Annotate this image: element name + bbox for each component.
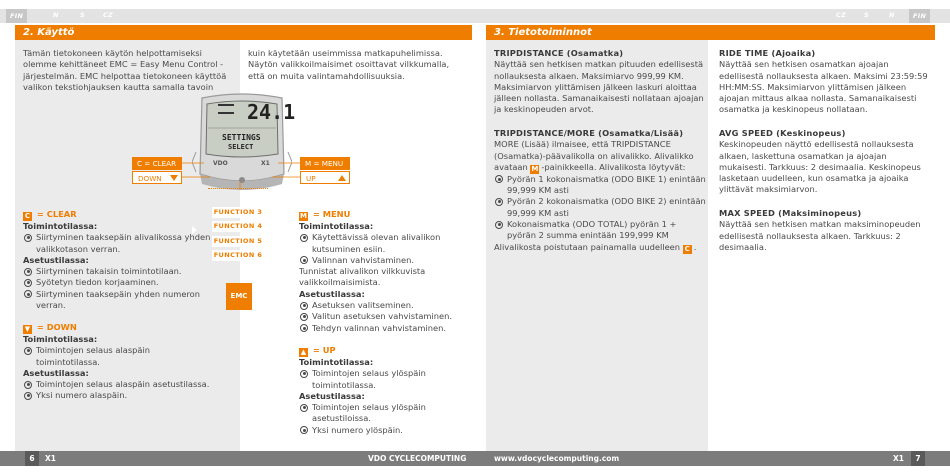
bullet-icon [300,404,308,412]
function-divider [208,188,268,196]
clear-func-title: Toimintotilassa: [23,221,98,231]
bullet-icon [24,392,32,400]
bullet-icon [300,234,308,242]
footer-model-left: X1 [45,454,57,463]
maxspeed-section [719,208,934,253]
up-set-item: Toimintojen selaus ylöspäin asetustiloissa. [299,402,479,425]
down-func-item: Toimintojen selaus alaspäin toimintotilassa. [23,345,213,368]
tripdistance-title: TRIPDISTANCE (Osamatka) [494,48,624,58]
up-key-icon: ▲ [300,348,307,356]
lang-cz-right: CZ [836,11,847,19]
bullet-icon [24,347,32,355]
language-bar [0,9,950,23]
device-display-line2: SELECT [228,143,254,151]
tripdistance-section [494,48,706,116]
bullet-icon [300,426,308,434]
c-key-icon: C [684,244,690,253]
ridetime-section [719,48,934,116]
device-model: X1 [261,160,270,167]
label-function-4: FUNCTION 4 [213,222,263,230]
label-c-clear: C = CLEAR [132,157,182,170]
clear-func-item: Siirtyminen taaksepäin alivalikossa yhden valikkotason verran. [23,232,213,255]
clear-set-item: Syötetyn tiedon korjaaminen. [23,277,213,288]
label-function-6: FUNCTION 6 [213,251,263,259]
clear-title: = CLEAR [34,209,77,219]
tripmore-title: TRIPDISTANCE/MORE (Osamatka/Lisää) [494,128,684,138]
connector-lines [182,160,302,190]
menu-func-item: Käytettävissä olevan alivalikon kutsuminen esiin. [299,232,479,255]
up-func-title: Toimintotilassa: [299,357,374,367]
device-display-line1: SETTINGS [222,133,261,142]
tripmore-exit-text: Alivalikosta poistutaan painamalla uudelleen C . [494,241,697,253]
menu-set-item: Tehdyn valinnan vahvistaminen. [299,323,479,334]
down-set-item: Toimintojen selaus alaspäin asetustilassa. [23,379,213,390]
down-arrow-icon [170,175,178,181]
menu-set-title: Asetustilassa: [299,288,365,299]
avgspeed-text: Keskinopeuden näyttö edellisestä nollauksesta alkaen, laskettuna osamatkan ja ajoajan mukaisesti. Tarkkuus: 2 desimaalia. Keskinopeus lasketaan uudelleen, kun osamatka ja ajoaika ylittävät maksimiarvon. [719,139,921,195]
maxspeed-title: MAX SPEED (Maksiminopeus) [719,208,862,218]
bullet-icon [300,256,308,264]
ridetime-text: Näyttää sen hetkisen osamatkan ajoajan edellisestä nollauksesta alkaen. Maksimi 23:59:59 HH:MM:SS. Maksimiarvon ylittämisen jälkeen ajoajan mittaus alkaa nollasta. Samanaikaisesti osamatka ja keskinopeus nollataan. [719,59,928,115]
clear-block [23,209,213,311]
bullet-icon [495,175,503,183]
bullet-icon [24,268,32,276]
menu-title: = MENU [310,209,351,219]
device-display-segments [218,104,234,114]
label-down-text: DOWN [138,174,162,183]
clear-set-title: Asetustilassa: [23,254,89,265]
tripmore-item: Kokonaismatka (ODO TOTAL) pyörän 1 + pyörän 2 summa enintään 199,999 KM [494,219,706,242]
up-func-item: Toimintojen selaus ylöspäin toimintotilassa. [299,368,479,391]
section-title-right: 3. Tietotoiminnot [486,25,935,40]
c-key-icon: C [24,212,31,220]
bullet-icon [24,234,32,242]
up-block [299,345,479,436]
bullet-icon [495,221,503,229]
lang-n-left: N [53,11,59,19]
clear-set-item: Siirtyminen taaksepäin yhden numeron verran. [23,289,213,312]
lang-s-right: S [864,11,869,19]
bullet-icon [300,324,308,332]
bullet-icon [300,302,308,310]
up-title: = UP [310,345,336,355]
tripdistance-text: Näyttää sen hetkisen matkan pituuden edellisestä nollauksesta alkaen. Maksimiarvo 999,99 KM. Maksimiarvon ylittämisen jälkeen laskuri aloittaa jälleen nollasta. Samanaikaisesti nollataan ajoajan ja keskinopeuden arvot. [494,59,704,115]
bullet-icon [24,290,32,298]
menu-func-item: Valinnan vahvistaminen. [299,255,479,266]
down-set-item: Yksi numero alaspäin. [23,390,213,401]
down-block [23,322,213,402]
lang-fin-right: FIN [909,9,930,23]
menu-block [299,209,479,334]
page-number-left: 6 [25,451,39,466]
device-brand: VDO [213,160,228,167]
lang-n-right: N [889,11,895,19]
ridetime-title: RIDE TIME (Ajoaika) [719,48,816,58]
menu-func-text: Tunnistat alivalikon vilkkuvista valikkoilmaisimista. [299,266,426,288]
m-key-icon: M [300,212,307,220]
footer-url: www.vdocyclecomputing.com [494,454,620,463]
menu-set-item: Asetuksen valitseminen. [299,300,479,311]
tripmore-section [494,128,706,254]
up-set-title: Asetustilassa: [299,390,365,401]
label-up-text: UP [306,174,316,183]
label-function-5: FUNCTION 5 [213,237,263,245]
section-title-left: 2. Käyttö [15,25,472,40]
bullet-icon [24,381,32,389]
lang-cz-left: CZ [103,11,114,19]
clear-set-item: Siirtyminen takaisin toimintotilaan. [23,266,213,277]
bullet-icon [24,279,32,287]
footer-brand: VDO CYCLECOMPUTING [368,454,467,463]
intro-text-col2: kuin käytetään useimmissa matkapuhelimissa. Näytön valikkoilmaisimet osoittavat vilkkumalla, että on muita valintamahdollisuuksia. [248,48,450,81]
up-set-item: Yksi numero ylöspäin. [299,425,479,436]
footer-bar [0,451,950,466]
m-key-icon: M [531,164,539,173]
tripmore-item: Pyörän 2 kokonaismatka (ODO BIKE 2) enintään 99,999 KM asti [494,196,706,219]
bullet-icon [300,370,308,378]
tripmore-text: MORE (Lisää) ilmaisee, että TRIPDISTANCE (Osamatka)-päävalikolla on alivalikko. Alivalikko avataan M -painikkeella. Alivalikosta löytyvät: [494,139,694,173]
up-arrow-icon [338,175,346,181]
down-func-title: Toimintotilassa: [23,334,98,344]
lang-s-left: S [80,11,85,19]
avgspeed-title: AVG SPEED (Keskinopeus) [719,128,846,138]
maxspeed-text: Näyttää sen hetkisen matkan maksiminopeuden edellisestä nollauksesta alkaen. Tarkkuus: 2 desimaalia. [719,219,921,252]
emc-logo: EMC [226,283,252,310]
bullet-icon [300,313,308,321]
footer-model-right: X1 [893,454,905,463]
intro-text-col1: Tämän tietokoneen käytön helpottamiseksi olemme kehittäneet EMC = Easy Menu Control -järjestelmän. EMC helpottaa tietokoneen käyttöä valikon tekstiohjauksen kautta samalla tavoin [23,48,227,92]
down-set-title: Asetustilassa: [23,367,89,378]
label-function-3: FUNCTION 3 [213,208,263,216]
device-display-speed: 24.1 [247,100,296,124]
lang-fin-left: FIN [6,9,27,23]
menu-func-title: Toimintotilassa: [299,221,374,231]
down-key-icon: ▼ [24,325,31,333]
function-right-arrow-icon [278,226,283,234]
bullet-icon [495,198,503,206]
page-number-right: 7 [911,451,925,466]
down-title: = DOWN [34,322,77,332]
tripmore-item: Pyörän 1 kokonaismatka (ODO BIKE 1) enintään 99,999 KM asti [494,174,706,197]
label-m-menu: M = MENU [300,157,350,170]
avgspeed-section [719,128,934,196]
menu-set-item: Valitun asetuksen vahvistaminen. [299,311,479,322]
